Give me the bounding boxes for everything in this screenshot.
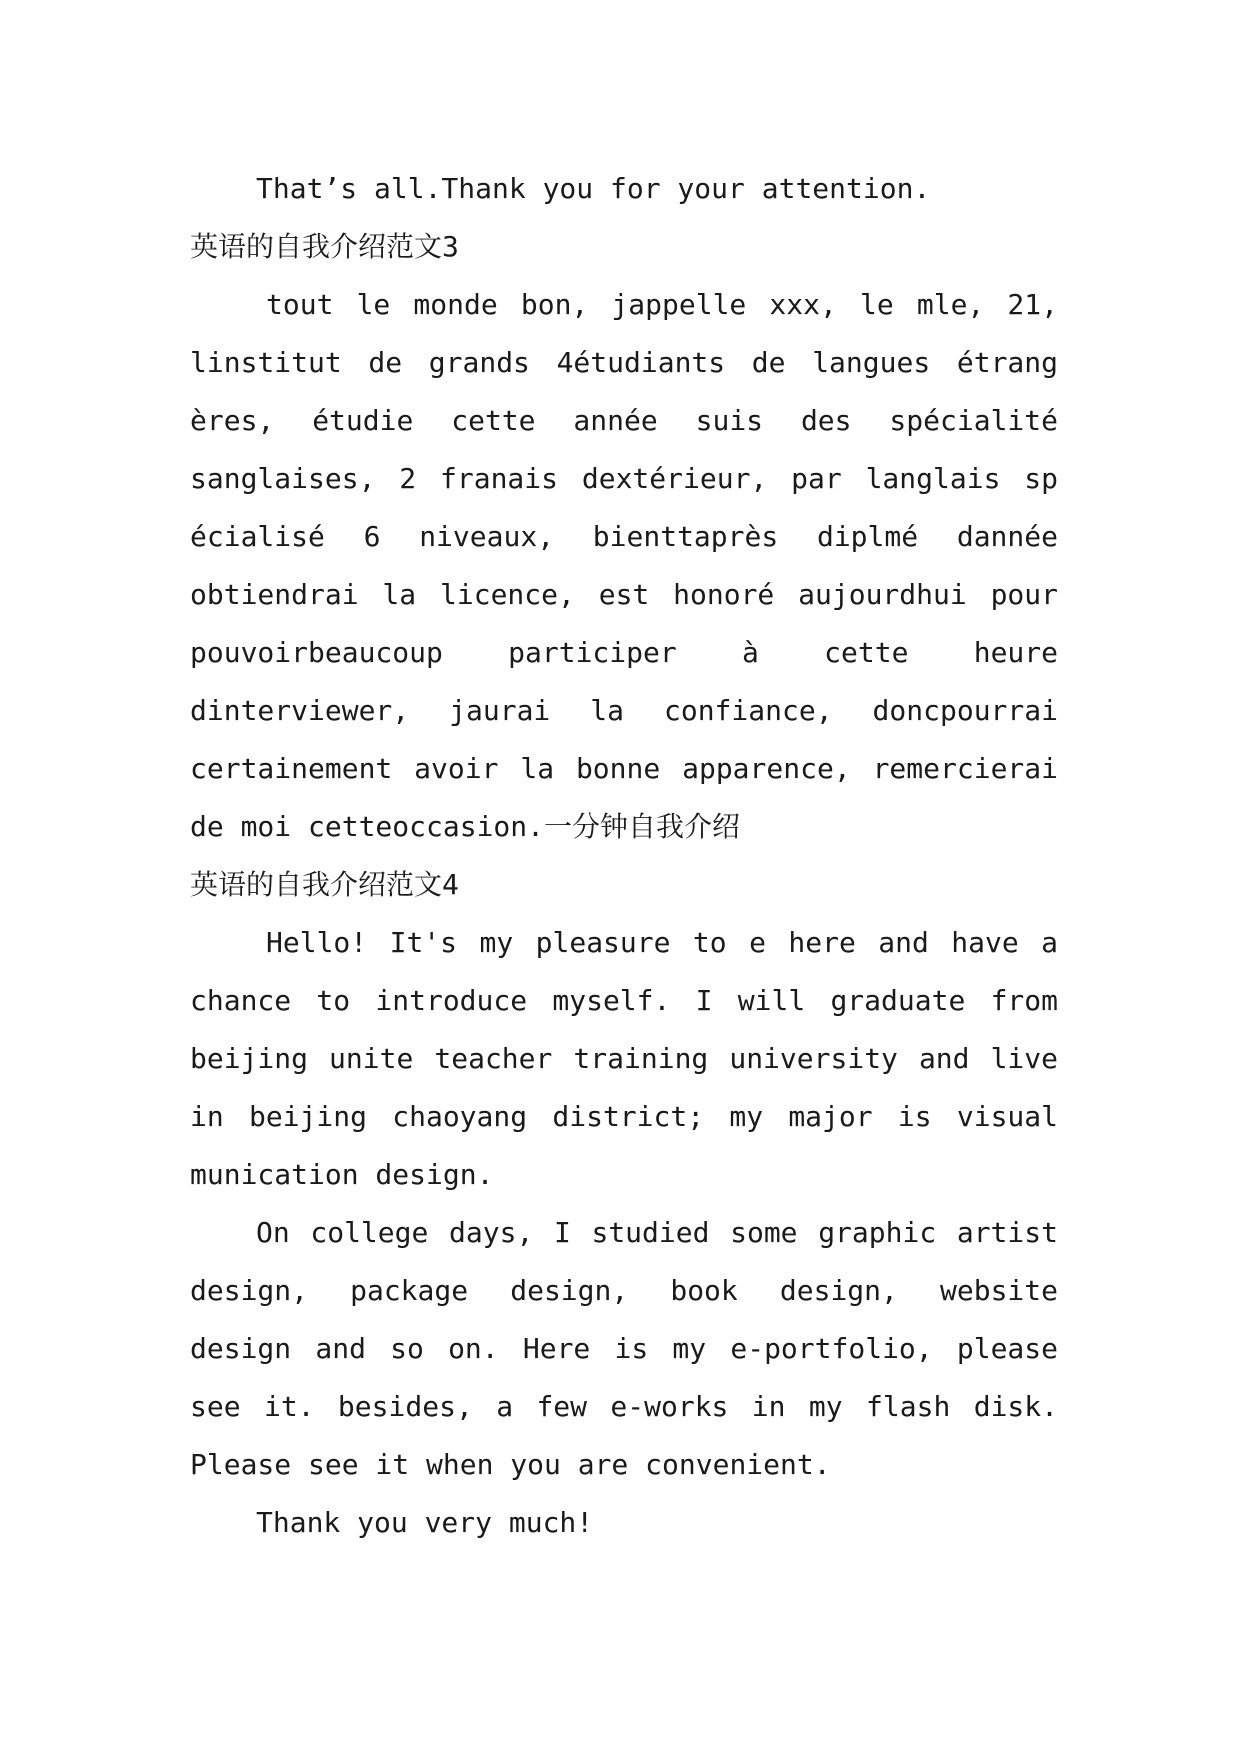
text-line: pouvoirbeaucoup participer à cette heure — [190, 636, 1058, 669]
text-line: écialisé 6 niveaux, bienttaprès diplmé dannée — [190, 520, 1058, 553]
text-line: linstitut de grands 4étudiants de langues étrang — [190, 346, 1058, 379]
text-line: certainement avoir la bonne apparence, remercierai — [190, 752, 1058, 785]
text-line: design and so on. Here is my e-portfolio, please — [190, 1332, 1058, 1365]
paragraph-english-intro — [190, 914, 1058, 1204]
text-line: obtiendrai la licence, est honoré aujourdhui pour — [190, 578, 1058, 611]
text-line: ères, étudie cette année suis des spécialité — [190, 404, 1058, 437]
text-line: On college days, I studied some graphic artist — [256, 1216, 1058, 1249]
text-line: chance to introduce myself. I will graduate from — [190, 984, 1058, 1017]
paragraph-thank-you: Thank you very much! — [256, 1506, 594, 1539]
text-line: in beijing chaoyang district; my major is visual — [190, 1100, 1058, 1133]
text-line: beijing unite teacher training university and live — [190, 1042, 1058, 1075]
paragraph-college-days — [190, 1204, 1058, 1494]
text-line: sanglaises, 2 franais dextérieur, par langlais sp — [190, 462, 1058, 495]
text-line: design, package design, book design, website — [190, 1274, 1058, 1307]
text-line: dinterviewer, jaurai la confiance, doncpourrai — [190, 694, 1058, 727]
text-line: Hello! It's my pleasure to e here and have a — [266, 926, 1058, 959]
paragraph-closing-thanks: That’s all.Thank you for your attention. — [256, 172, 931, 205]
paragraph-french-intro — [190, 276, 1058, 856]
text-line: see it. besides, a few e-works in my flash disk. — [190, 1390, 1058, 1423]
text-line: munication design. — [190, 1158, 494, 1191]
section-heading-4: 英语的自我介绍范文4 — [190, 868, 459, 901]
section-heading-3: 英语的自我介绍范文3 — [190, 230, 459, 263]
text-line: de moi cetteoccasion.一分钟自我介绍 — [190, 810, 741, 843]
text-line: Please see it when you are convenient. — [190, 1448, 831, 1481]
text-line: tout le monde bon, jappelle xxx, le mle, 21, — [266, 288, 1058, 321]
document-page — [190, 160, 1058, 1552]
